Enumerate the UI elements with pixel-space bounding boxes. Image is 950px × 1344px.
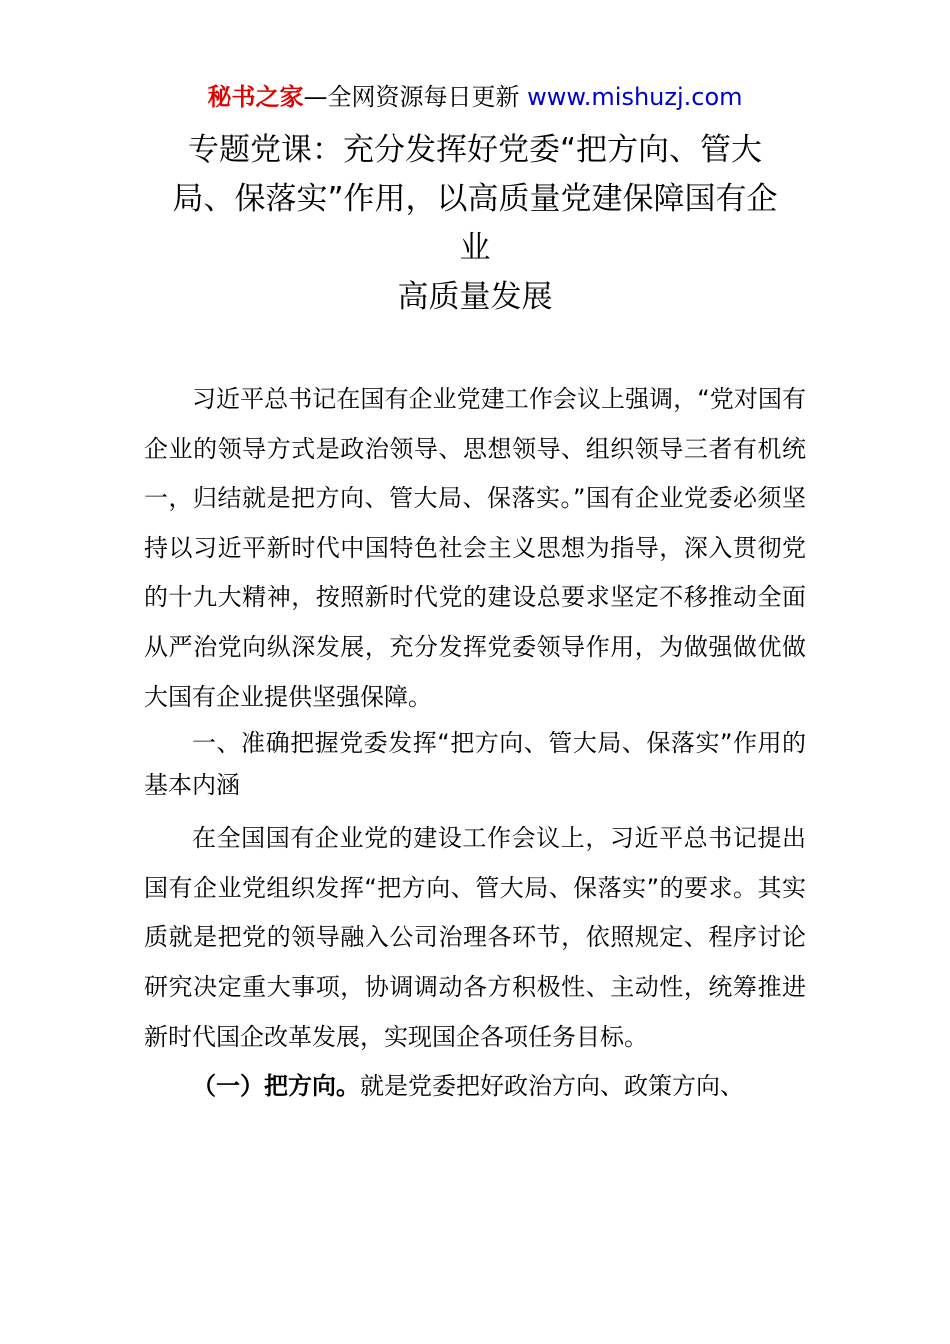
title-line: 局、保落实”作用，以高质量党建保障国有企 <box>172 181 778 217</box>
section-heading: 一、准确把握党委发挥“把方向、管大局、保落实”作用的基本内涵 <box>144 729 806 800</box>
item-paragraph <box>144 1062 806 1112</box>
document-title <box>140 126 810 322</box>
item-label: （一）把方向。 <box>192 1072 360 1101</box>
title-line: 高质量发展 <box>397 279 553 315</box>
site-tagline: —全网资源每日更新 <box>303 83 528 111</box>
section-paragraph: 在全国国有企业党的建设工作会议上，习近平总书记提出国有企业党组织发挥“把方向、管大局、保落实”的要求。其实质就是把党的领导融入公司治理各环节，依照规定、程序讨论研究决定重大事项，协调调动各方积极性、主动性，统筹推进新时代国企改革发展，实现国企各项任务目标。 <box>144 824 806 1051</box>
site-header <box>0 80 950 114</box>
intro-paragraph: 习近平总书记在国有企业党建工作会议上强调，“党对国有企业的领导方式是政治领导、思想领导、组织领导三者有机统一，归结就是把方向、管大局、保落实。”国有企业党委必须坚持以习近平新时代中国特色社会主义思想为指导，深入贯彻党的十九大精神，按照新时代党的建设总要求坚定不移推动全面从严治党向纵深发展，充分发挥党委领导作用，为做强做优做大国有企业提供坚强保障。 <box>144 385 806 711</box>
title-line: 业 <box>459 230 491 266</box>
item-text: 就是党委把好政治方向、政策方向、 <box>360 1072 744 1101</box>
site-url-link[interactable]: www.mishuzj.com <box>527 83 743 111</box>
document-body <box>144 375 806 1112</box>
title-line: 专题党课：充分发挥好党委“把方向、管大 <box>187 132 763 168</box>
site-name: 秘书之家 <box>207 83 304 111</box>
